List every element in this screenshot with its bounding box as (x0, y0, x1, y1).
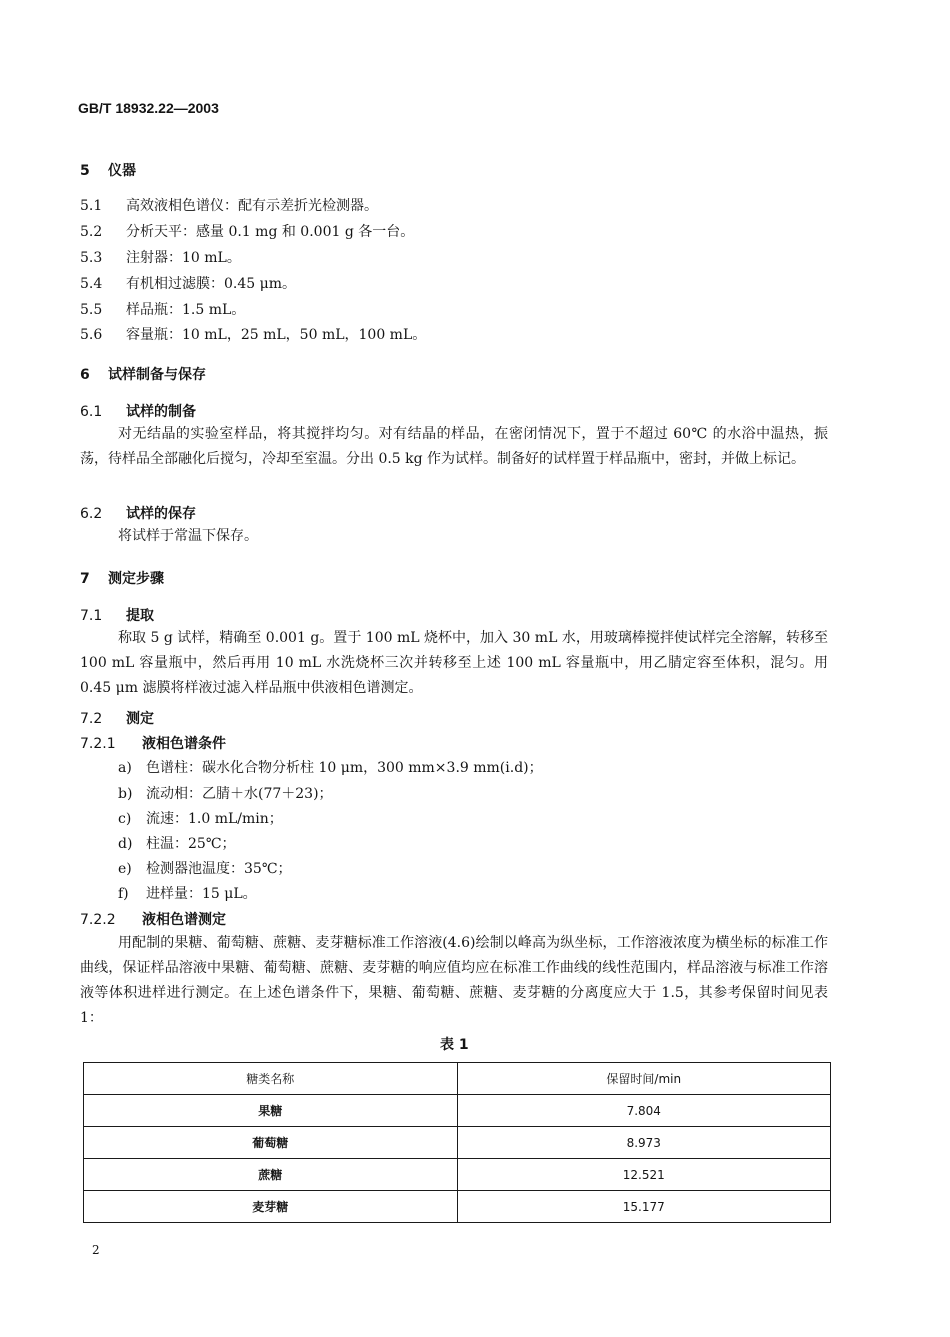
table-cell: 8.973 (457, 1127, 831, 1159)
paragraph-6-1: 对无结晶的实验室样品，将其搅拌均匀。对有结晶的样品，在密闭情况下，置于不超过 60℃ 的水浴中温热，振荡，待样品全部融化后搅匀，冷却至室温。分出 0.5 kg 作为试样。制备好的试样置于样品瓶中，密封，并做上标记。 (80, 426, 828, 467)
subsection-number: 7.1 (80, 608, 103, 624)
section-number: 5 (80, 163, 90, 179)
list-text: 进样量：15 μL。 (146, 886, 257, 902)
paragraph-7-1: 称取 5 g 试样，精确至 0.001 g。置于 100 mL 烧杯中，加入 30 mL 水，用玻璃棒搅拌使试样完全溶解，转移至 100 mL 容量瓶中，然后再用 10 mL 水洗烧杯三次并转移至上述 100 mL 容量瓶中，用乙腈定容至体积，混匀。用 0.45 μm 滤膜将样液过滤入样品瓶中供液相色谱测定。 (80, 630, 828, 696)
section-number: 7 (80, 571, 90, 587)
column-header: 糖类名称 (84, 1063, 458, 1095)
subsection-number: 6.1 (80, 404, 103, 420)
item-number: 5.1 (80, 198, 103, 214)
condition-e (118, 859, 291, 879)
item-5-5 (80, 300, 245, 320)
retention-time-table (83, 1062, 831, 1223)
subsection-title: 试样的制备 (126, 404, 196, 420)
item-5-3 (80, 248, 241, 268)
list-text: 流速：1.0 mL/min； (146, 811, 283, 827)
list-text: 检测器池温度：35℃； (146, 861, 292, 877)
list-label: f) (118, 886, 129, 902)
list-text: 流动相：乙腈＋水(77＋23)； (146, 786, 333, 802)
subsection-number: 7.2.1 (80, 736, 116, 752)
subsection-title: 测定 (126, 711, 154, 727)
table-row (84, 1191, 831, 1223)
item-number: 5.4 (80, 276, 103, 292)
item-number: 5.3 (80, 250, 103, 266)
item-5-6 (80, 325, 426, 345)
list-label: e) (118, 861, 132, 877)
table-cell: 12.521 (457, 1159, 831, 1191)
item-number: 5.6 (80, 327, 103, 343)
condition-b (118, 784, 333, 804)
table-cell: 15.177 (457, 1191, 831, 1223)
item-5-4 (80, 274, 296, 294)
column-header: 保留时间/min (457, 1063, 831, 1095)
list-text: 柱温：25℃； (146, 836, 236, 852)
paragraph-7-2-2: 用配制的果糖、葡萄糖、蔗糖、麦芽糖标准工作溶液(4.6)绘制以峰高为纵坐标，工作溶液浓度为横坐标的标准工作曲线，保证样品溶液中果糖、葡萄糖、蔗糖、麦芽糖的响应值均应在标准工作曲线的线性范围内，样品溶液与标准工作溶液等体积进样进行测定。在上述色谱条件下，果糖、葡萄糖、蔗糖、麦芽糖的分离度应大于 1.5，其参考保留时间见表 1： (80, 935, 828, 1026)
table-row (84, 1159, 831, 1191)
item-text: 样品瓶：1.5 mL。 (126, 302, 246, 318)
condition-d (118, 834, 235, 854)
subsection-7-2-1-heading (80, 733, 226, 753)
item-5-1 (80, 196, 378, 216)
item-text: 分析天平：感量 0.1 mg 和 0.001 g 各一台。 (126, 224, 415, 240)
subsection-6-2-heading (80, 503, 196, 523)
table-cell: 7.804 (457, 1095, 831, 1127)
table-cell: 麦芽糖 (84, 1191, 458, 1223)
condition-c (118, 809, 283, 829)
subsection-7-2-heading (80, 708, 154, 728)
item-number: 5.2 (80, 224, 103, 240)
item-text: 注射器：10 mL。 (126, 250, 241, 266)
document-header: GB/T 18932.22—2003 (78, 100, 219, 116)
subsection-title: 液相色谱测定 (142, 912, 226, 928)
list-label: d) (118, 836, 133, 852)
list-text: 色谱柱：碳水化合物分析柱 10 μm，300 mm×3.9 mm(i.d)； (146, 760, 543, 776)
subsection-title: 液相色谱条件 (142, 736, 226, 752)
condition-a (118, 758, 543, 778)
section-title: 仪器 (108, 163, 136, 179)
item-text: 有机相过滤膜：0.45 μm。 (126, 276, 296, 292)
subsection-number: 7.2 (80, 711, 103, 727)
paragraph-6-2: 将试样于常温下保存。 (118, 528, 258, 544)
list-label: a) (118, 760, 132, 776)
condition-f (118, 884, 257, 904)
table-header-row (84, 1063, 831, 1095)
item-text: 容量瓶：10 mL，25 mL，50 mL，100 mL。 (126, 327, 427, 343)
subsection-7-2-2-heading (80, 909, 226, 929)
section-5-heading (80, 160, 136, 180)
section-title: 试样制备与保存 (108, 367, 206, 383)
subsection-title: 试样的保存 (126, 506, 196, 522)
subsection-number: 6.2 (80, 506, 103, 522)
table-cell: 葡萄糖 (84, 1127, 458, 1159)
item-5-2 (80, 222, 414, 242)
list-label: b) (118, 786, 133, 802)
table-cell: 果糖 (84, 1095, 458, 1127)
section-title: 测定步骤 (108, 571, 164, 587)
section-6-heading (80, 364, 206, 384)
table-row (84, 1127, 831, 1159)
list-label: c) (118, 811, 132, 827)
section-7-heading (80, 568, 164, 588)
subsection-7-1-heading (80, 605, 154, 625)
page-number: 2 (92, 1243, 100, 1257)
section-number: 6 (80, 367, 90, 383)
table-row (84, 1095, 831, 1127)
subsection-number: 7.2.2 (80, 912, 116, 928)
table-title: 表 1 (440, 1037, 469, 1053)
subsection-6-1-heading (80, 401, 196, 421)
table-cell: 蔗糖 (84, 1159, 458, 1191)
item-text: 高效液相色谱仪：配有示差折光检测器。 (126, 198, 378, 214)
subsection-title: 提取 (126, 608, 154, 624)
item-number: 5.5 (80, 302, 103, 318)
